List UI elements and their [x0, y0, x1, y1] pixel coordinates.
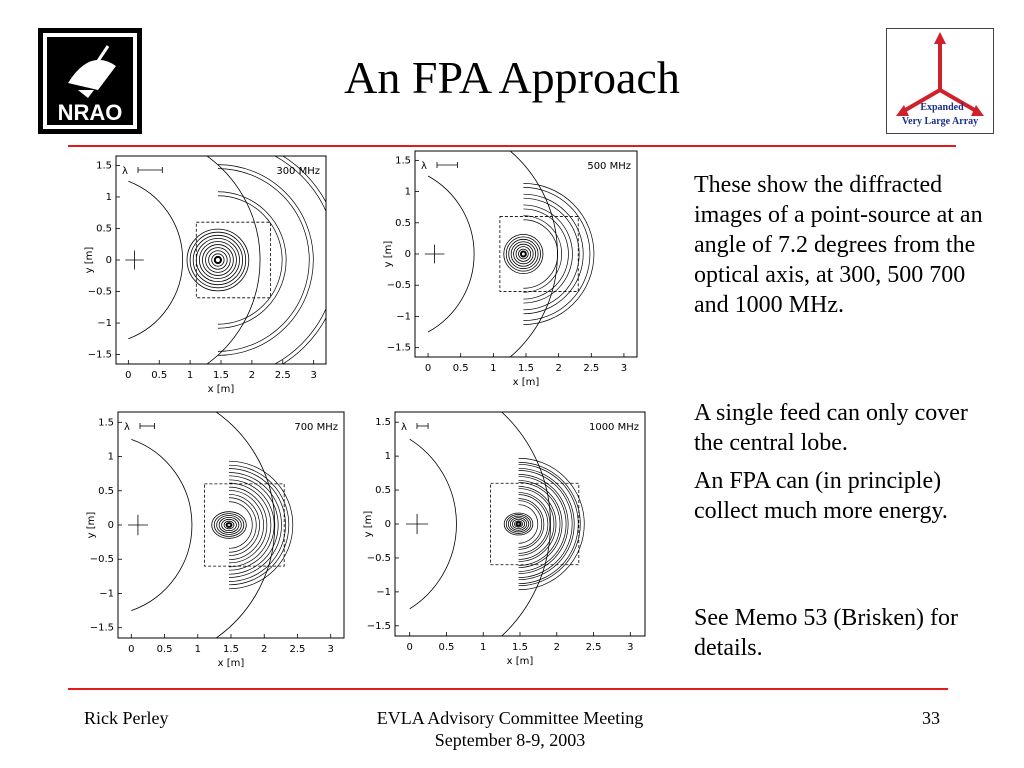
- y-tick-label: −1.5: [89, 622, 114, 634]
- lambda-label: λ: [122, 166, 128, 177]
- x-tick-label: 3: [620, 363, 628, 374]
- footer-event-line2: September 8-9, 2003: [434, 730, 586, 750]
- x-axis-label: x [m]: [217, 658, 245, 669]
- x-tick-label: 2.5: [289, 644, 306, 655]
- body-paragraph-3: An FPA can (in principle) collect much more energy.: [694, 468, 948, 524]
- y-tick-label: 0: [384, 519, 391, 530]
- x-tick-label: 3: [627, 642, 634, 653]
- slide-title: An FPA Approach: [344, 52, 680, 103]
- y-tick-label: −0.5: [386, 280, 411, 292]
- y-tick-label: 1: [105, 191, 112, 203]
- contour-plot-1000mhz: [363, 406, 653, 674]
- y-axis-label: y [m]: [84, 246, 95, 274]
- body-paragraph-4: See Memo 53 (Brisken) for details.: [694, 605, 958, 661]
- x-tick-label: 0: [424, 363, 432, 374]
- frequency-label: 1000 MHz: [588, 422, 639, 433]
- x-tick-label: 2.5: [583, 363, 600, 374]
- y-tick-label: 0.5: [98, 485, 114, 497]
- x-axis-label: x [m]: [506, 656, 534, 667]
- nrao-logo-text: NRAO: [57, 100, 123, 125]
- y-tick-label: 0: [105, 255, 112, 266]
- x-tick-label: 2.5: [274, 370, 291, 381]
- x-tick-label: 2: [261, 644, 268, 655]
- x-tick-label: 0.5: [156, 644, 173, 655]
- x-tick-label: 1.5: [512, 642, 528, 653]
- body-paragraph-1: These show the diffracted images of a point-source at an angle of 7.2 degrees from the optical axis, at 300, 500 700 and 1000 MHz.: [694, 172, 983, 318]
- footer-event-line1: EVLA Advisory Committee Meeting: [376, 708, 644, 728]
- body-paragraph-2: A single feed can only cover the central lobe.: [694, 400, 968, 456]
- y-tick-label: 0: [107, 520, 114, 531]
- y-tick-label: −1.5: [87, 349, 112, 361]
- y-tick-label: 0: [404, 249, 411, 260]
- y-tick-label: 1.5: [96, 160, 112, 172]
- y-tick-label: −0.5: [366, 552, 391, 564]
- x-tick-label: 3: [327, 644, 334, 655]
- lambda-label: λ: [401, 422, 407, 433]
- y-tick-label: −1.5: [386, 342, 411, 354]
- x-tick-label: 0.5: [438, 642, 455, 653]
- y-tick-label: 0.5: [395, 217, 411, 229]
- x-tick-label: 1.5: [518, 363, 534, 374]
- x-tick-label: 2: [555, 363, 562, 374]
- x-tick-label: 0: [128, 644, 135, 655]
- y-tick-label: −1: [97, 318, 112, 330]
- evla-logo-line2: Very Large Array: [901, 116, 979, 127]
- x-axis-label: x [m]: [207, 384, 235, 395]
- x-tick-label: 1.5: [223, 644, 239, 655]
- y-tick-label: −1: [396, 311, 411, 323]
- y-tick-label: −0.5: [87, 286, 112, 298]
- y-axis-label: y [m]: [363, 510, 374, 538]
- x-tick-label: 2: [248, 370, 256, 381]
- bottom-rule: [68, 688, 948, 690]
- x-tick-label: 1: [194, 644, 201, 655]
- y-tick-label: −0.5: [89, 554, 114, 566]
- x-tick-label: 0: [125, 370, 132, 381]
- footer-event: [300, 707, 720, 751]
- y-tick-label: −1: [99, 588, 114, 600]
- frequency-label: 500 MHz: [587, 161, 631, 172]
- y-tick-label: 0.5: [96, 223, 112, 235]
- y-tick-label: 1.5: [395, 155, 411, 167]
- y-tick-label: 1: [107, 451, 114, 463]
- x-axis-label: x [m]: [512, 377, 540, 388]
- x-tick-label: 0: [406, 642, 413, 653]
- frequency-label: 300 MHz: [276, 166, 320, 177]
- x-tick-label: 0.5: [452, 363, 469, 374]
- x-tick-label: 1.5: [213, 370, 229, 381]
- x-tick-label: 2: [553, 642, 560, 653]
- contour-plot-300mhz: [84, 150, 334, 402]
- footer-page-number: 33: [922, 708, 940, 728]
- frequency-label: 700 MHz: [294, 422, 338, 433]
- y-tick-label: −1.5: [366, 620, 391, 632]
- contour-plot-700mhz: [86, 406, 352, 676]
- footer-author: Rick Perley: [84, 708, 169, 728]
- y-tick-label: 1.5: [375, 417, 391, 429]
- y-axis-label: y [m]: [383, 240, 394, 268]
- x-tick-label: 1: [186, 370, 194, 381]
- lambda-label: λ: [124, 422, 130, 433]
- x-tick-label: 0.5: [151, 370, 168, 381]
- x-tick-label: 2.5: [585, 642, 602, 653]
- evla-logo-line1: Expanded: [920, 102, 964, 113]
- y-tick-label: −1: [376, 586, 391, 598]
- x-tick-label: 1: [490, 363, 497, 374]
- y-tick-label: 1: [384, 451, 391, 463]
- lambda-label: λ: [421, 161, 427, 172]
- x-tick-label: 1: [480, 642, 487, 653]
- x-tick-label: 3: [310, 370, 317, 381]
- y-tick-label: 0.5: [375, 485, 391, 497]
- y-tick-label: 1.5: [98, 417, 114, 429]
- y-tick-label: 1: [404, 186, 411, 198]
- contour-plot-500mhz: [383, 145, 645, 395]
- y-axis-label: y [m]: [86, 511, 97, 539]
